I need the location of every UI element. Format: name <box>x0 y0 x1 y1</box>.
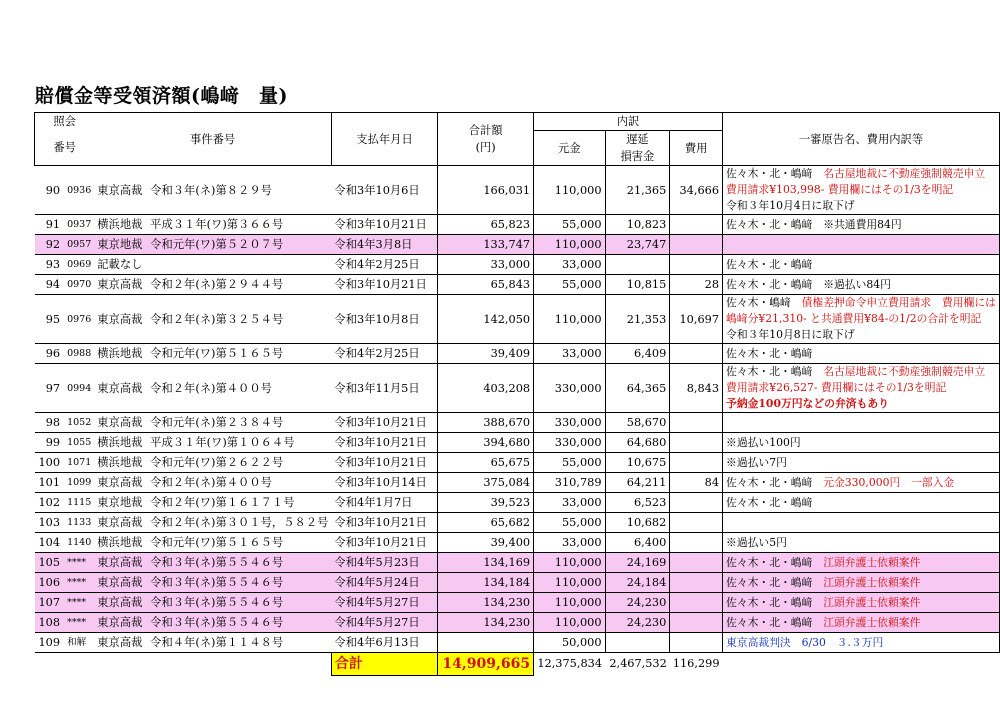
payment-date: 令和3年10月21日 <box>331 533 437 553</box>
payment-date: 令和4年2月25日 <box>331 255 437 275</box>
delay-damages: 10,675 <box>605 453 670 473</box>
header-case-number: 事件番号 <box>94 113 331 166</box>
principal-amount: 110,000 <box>534 553 605 573</box>
total-amount: 33,000 <box>438 255 534 275</box>
table-row <box>35 433 1000 453</box>
note-prefix: 佐々木・北・嶋﨑 <box>726 616 824 629</box>
case-number: 令和元年(ワ)第５２０７号 <box>147 235 331 255</box>
case-number: 令和４年(ネ)第１１４８号 <box>147 633 331 653</box>
fee-amount <box>670 573 723 593</box>
row-number: 99 <box>35 433 65 453</box>
note-line <box>726 553 996 572</box>
inquiry-code: 1055 <box>64 433 94 453</box>
court-name: 東京高裁 <box>94 473 147 493</box>
court-name: 横浜地裁 <box>94 533 147 553</box>
principal-amount: 110,000 <box>534 295 605 344</box>
inquiry-code: 1133 <box>64 513 94 533</box>
court-name: 横浜地裁 <box>94 215 147 235</box>
notes-cell <box>723 344 1000 364</box>
principal-amount: 55,000 <box>534 453 605 473</box>
row-number: 96 <box>35 344 65 364</box>
table-row <box>35 573 1000 593</box>
delay-damages: 6,523 <box>605 493 670 513</box>
fee-amount <box>670 215 723 235</box>
note-prefix: 佐々木・北・嶋﨑 <box>726 476 824 489</box>
note-line <box>726 593 996 612</box>
inquiry-code: **** <box>64 613 94 633</box>
principal-amount: 55,000 <box>534 513 605 533</box>
principal-amount: 110,000 <box>534 573 605 593</box>
notes-cell <box>723 633 1000 653</box>
total-amount: 134,184 <box>438 573 534 593</box>
case-number: 令和元年(ワ)第５１６５号 <box>147 533 331 553</box>
payment-date: 令和4年5月23日 <box>331 553 437 573</box>
total-amount: 134,230 <box>438 613 534 633</box>
compensation-table <box>34 112 1000 676</box>
inquiry-code: 0988 <box>64 344 94 364</box>
inquiry-code: **** <box>64 573 94 593</box>
principal-amount: 110,000 <box>534 613 605 633</box>
delay-damages: 10,682 <box>605 513 670 533</box>
court-name: 東京地裁 <box>94 235 147 255</box>
principal-amount: 110,000 <box>534 235 605 255</box>
note-text: 費用請求¥26,527- 費用欄にはその1/3を明記 <box>726 381 947 394</box>
note-line <box>726 295 996 311</box>
principal-amount: 55,000 <box>534 215 605 235</box>
fee-amount <box>670 235 723 255</box>
note-detail: 元金330,000円 一部入金 <box>823 476 955 489</box>
delay-damages: 6,400 <box>605 533 670 553</box>
note-text: 佐々木・北・嶋﨑 <box>726 258 813 271</box>
table-row <box>35 364 1000 413</box>
table-row <box>35 633 1000 653</box>
notes-cell <box>723 533 1000 553</box>
delay-damages: 10,815 <box>605 275 670 295</box>
notes-cell <box>723 255 1000 275</box>
row-number: 97 <box>35 364 65 413</box>
payment-date: 令和4年6月13日 <box>331 633 437 653</box>
payment-date: 令和3年10月8日 <box>331 295 437 344</box>
fee-amount <box>670 533 723 553</box>
notes-cell <box>723 364 1000 413</box>
row-number: 91 <box>35 215 65 235</box>
notes-cell <box>723 613 1000 633</box>
inquiry-code: 0976 <box>64 295 94 344</box>
payment-date: 令和4年2月25日 <box>331 344 437 364</box>
court-name: 東京高裁 <box>94 295 147 344</box>
total-amount: 142,050 <box>438 295 534 344</box>
notes-cell <box>723 593 1000 613</box>
note-line <box>726 327 996 343</box>
totals-grand: 14,909,665 <box>442 656 531 672</box>
payment-date: 令和4年5月27日 <box>331 613 437 633</box>
page-title: 賠償金等受領済額(嶋﨑 量) <box>35 85 288 107</box>
total-amount: 65,843 <box>438 275 534 295</box>
principal-amount: 55,000 <box>534 275 605 295</box>
inquiry-code: 1052 <box>64 413 94 433</box>
total-amount: 134,169 <box>438 553 534 573</box>
header-payment-date: 支払年月日 <box>331 113 437 166</box>
court-name: 東京高裁 <box>94 633 147 653</box>
inquiry-code: 1071 <box>64 453 94 473</box>
header-breakdown: 内訳 <box>534 113 723 131</box>
fee-amount <box>670 453 723 473</box>
inquiry-code: 和解 <box>64 633 94 653</box>
row-number: 105 <box>35 553 65 573</box>
principal-amount: 33,000 <box>534 344 605 364</box>
note-line <box>726 380 996 396</box>
case-number: 令和２年(ネ)第４００号 <box>147 364 331 413</box>
table-row <box>35 255 1000 275</box>
note-text: 東京高裁判決 6/30 ３.３万円 <box>726 636 884 649</box>
notes-cell <box>723 166 1000 215</box>
note-text: 佐々木・北・嶋﨑 ※共通費用84円 <box>726 218 902 231</box>
delay-damages: 24,169 <box>605 553 670 573</box>
delay-damages <box>605 255 670 275</box>
notes-cell <box>723 513 1000 533</box>
principal-amount: 110,000 <box>534 593 605 613</box>
note-line <box>726 166 996 182</box>
note-line <box>726 364 996 380</box>
table-row <box>35 593 1000 613</box>
fee-amount <box>670 613 723 633</box>
total-amount: 166,031 <box>438 166 534 215</box>
case-number: 令和２年(ネ)第２９４４号 <box>147 275 331 295</box>
inquiry-code: 1115 <box>64 493 94 513</box>
header-principal: 元金 <box>534 131 605 166</box>
notes-cell <box>723 553 1000 573</box>
row-number: 104 <box>35 533 65 553</box>
row-number: 106 <box>35 573 65 593</box>
header-row-1 <box>35 113 1000 131</box>
principal-amount: 33,000 <box>534 533 605 553</box>
header-delay-2: 損害金 <box>605 148 670 166</box>
total-amount: 403,208 <box>438 364 534 413</box>
totals-cell <box>438 653 534 676</box>
note-text: ※過払い100円 <box>726 436 801 449</box>
row-number: 109 <box>35 633 65 653</box>
inquiry-code: 1140 <box>64 533 94 553</box>
inquiry-code: 0957 <box>64 235 94 255</box>
total-amount: 39,400 <box>438 533 534 553</box>
delay-damages: 6,409 <box>605 344 670 364</box>
row-number: 102 <box>35 493 65 513</box>
court-name: 横浜地裁 <box>94 433 147 453</box>
fee-amount: 28 <box>670 275 723 295</box>
inquiry-code: 0969 <box>64 255 94 275</box>
row-number: 100 <box>35 453 65 473</box>
notes-cell <box>723 453 1000 473</box>
court-name: 東京高裁 <box>94 513 147 533</box>
fee-amount <box>670 413 723 433</box>
court-name: 横浜地裁 <box>94 453 147 473</box>
note-line <box>726 215 996 234</box>
note-line <box>726 613 996 632</box>
court-name: 東京高裁 <box>94 573 147 593</box>
total-amount: 65,675 <box>438 453 534 473</box>
totals-label: 合計 <box>331 653 437 676</box>
delay-damages: 21,353 <box>605 295 670 344</box>
payment-date: 令和4年5月27日 <box>331 593 437 613</box>
note-line <box>726 453 996 472</box>
note-text: 令和３年10月8日に取下げ <box>726 328 855 341</box>
totals-row <box>35 653 1000 676</box>
table-row <box>35 533 1000 553</box>
court-name: 東京高裁 <box>94 413 147 433</box>
case-number: 令和３年(ネ)第５５４６号 <box>147 613 331 633</box>
note-detail: 江頭弁護士依頼案件 <box>823 596 921 609</box>
court-name: 東京高裁 <box>94 593 147 613</box>
payment-date: 令和3年10月21日 <box>331 453 437 473</box>
header-shoukai: 照会 <box>35 113 95 131</box>
principal-amount: 330,000 <box>534 364 605 413</box>
note-line <box>726 344 996 363</box>
total-amount: 39,523 <box>438 493 534 513</box>
principal-amount: 33,000 <box>534 255 605 275</box>
note-detail: 名古屋地裁に不動産強制競売申立 <box>823 365 986 378</box>
inquiry-code: 0937 <box>64 215 94 235</box>
note-text: 佐々木・北・嶋﨑 <box>726 496 813 509</box>
table-row <box>35 275 1000 295</box>
total-amount: 394,680 <box>438 433 534 453</box>
notes-cell <box>723 433 1000 453</box>
case-number: 平成３１年(ワ)第３６６号 <box>147 215 331 235</box>
table-row <box>35 215 1000 235</box>
note-line <box>726 396 996 412</box>
row-number: 98 <box>35 413 65 433</box>
header-fee: 費用 <box>670 131 723 166</box>
table-row <box>35 344 1000 364</box>
principal-amount: 50,000 <box>534 633 605 653</box>
note-prefix: 佐々木・嶋﨑 <box>726 296 802 309</box>
note-line <box>726 275 996 294</box>
court-name: 東京高裁 <box>94 166 147 215</box>
table-row <box>35 413 1000 433</box>
row-number: 103 <box>35 513 65 533</box>
row-number: 92 <box>35 235 65 255</box>
row-number: 101 <box>35 473 65 493</box>
note-prefix: 佐々木・北・嶋﨑 <box>726 556 824 569</box>
court-name: 横浜地裁 <box>94 344 147 364</box>
payment-date: 令和4年5月24日 <box>331 573 437 593</box>
payment-date: 令和4年3月8日 <box>331 235 437 255</box>
table-row <box>35 513 1000 533</box>
fee-amount <box>670 513 723 533</box>
principal-amount: 110,000 <box>534 166 605 215</box>
row-number: 90 <box>35 166 65 215</box>
case-number: 令和元年(ワ)第２６２２号 <box>147 453 331 473</box>
payment-date: 令和3年10月21日 <box>331 433 437 453</box>
header-total-label: 合計額 <box>468 124 503 137</box>
case-number: 令和３年(ネ)第５５４６号 <box>147 593 331 613</box>
inquiry-code: 0994 <box>64 364 94 413</box>
inquiry-code: **** <box>64 593 94 613</box>
table-row <box>35 493 1000 513</box>
court-name: 東京高裁 <box>94 275 147 295</box>
table-row <box>35 553 1000 573</box>
inquiry-code: 0970 <box>64 275 94 295</box>
case-number: 平成３１年(ワ)第１０６４号 <box>147 433 331 453</box>
payment-date: 令和3年10月14日 <box>331 473 437 493</box>
note-prefix: 佐々木・北・嶋﨑 <box>726 167 824 180</box>
fee-amount <box>670 633 723 653</box>
delay-damages: 21,365 <box>605 166 670 215</box>
note-text: ※過払い5円 <box>726 536 787 549</box>
note-line <box>726 573 996 592</box>
note-line <box>726 433 996 452</box>
note-detail: 名古屋地裁に不動産強制競売申立 <box>823 167 986 180</box>
payment-date: 令和3年10月21日 <box>331 413 437 433</box>
table-row <box>35 613 1000 633</box>
row-number: 108 <box>35 613 65 633</box>
fee-amount: 84 <box>670 473 723 493</box>
fee-amount: 34,666 <box>670 166 723 215</box>
row-number: 95 <box>35 295 65 344</box>
note-text: 佐々木・北・嶋﨑 ※過払い84円 <box>726 278 891 291</box>
case-number: 令和元年(ワ)第５１６５号 <box>147 344 331 364</box>
fee-amount <box>670 593 723 613</box>
table-row <box>35 295 1000 344</box>
note-text: 令和３年10月4日に取下げ <box>726 199 855 212</box>
total-amount: 65,823 <box>438 215 534 235</box>
header-total <box>438 113 534 166</box>
notes-cell <box>723 295 1000 344</box>
note-detail: 江頭弁護士依頼案件 <box>823 576 921 589</box>
delay-damages: 64,365 <box>605 364 670 413</box>
note-line <box>726 198 996 214</box>
payment-date: 令和3年10月21日 <box>331 513 437 533</box>
delay-damages: 64,211 <box>605 473 670 493</box>
delay-damages: 10,823 <box>605 215 670 235</box>
note-text: 佐々木・北・嶋﨑 <box>726 347 813 360</box>
payment-date: 令和4年1月7日 <box>331 493 437 513</box>
payment-date: 令和3年10月21日 <box>331 215 437 235</box>
delay-damages <box>605 633 670 653</box>
delay-damages: 64,680 <box>605 433 670 453</box>
total-amount: 375,084 <box>438 473 534 493</box>
fee-amount <box>670 255 723 275</box>
header-bangou: 番号 <box>35 131 95 166</box>
note-prefix: 佐々木・北・嶋﨑 <box>726 365 824 378</box>
header-total-unit: (円) <box>475 141 496 154</box>
principal-amount: 33,000 <box>534 493 605 513</box>
note-line <box>726 182 996 198</box>
case-number <box>147 255 331 275</box>
totals-spacer <box>35 653 332 676</box>
principal-amount: 330,000 <box>534 433 605 453</box>
table-row <box>35 473 1000 493</box>
case-number: 令和元年(ネ)第２３８４号 <box>147 413 331 433</box>
fee-amount <box>670 493 723 513</box>
note-detail: 江頭弁護士依頼案件 <box>823 616 921 629</box>
total-amount: 388,670 <box>438 413 534 433</box>
row-number: 94 <box>35 275 65 295</box>
table-row <box>35 235 1000 255</box>
note-text: 嶋﨑分¥21,310- と共通費用¥84-の1/2の合計を明記 <box>726 312 982 325</box>
court-name: 東京高裁 <box>94 364 147 413</box>
notes-cell <box>723 215 1000 235</box>
case-number: 令和３年(ネ)第８２９号 <box>147 166 331 215</box>
note-text: 予納金100万円などの弁済もあり <box>726 397 889 410</box>
total-amount <box>438 633 534 653</box>
row-number: 93 <box>35 255 65 275</box>
case-number: 令和２年(ネ)第４００号 <box>147 473 331 493</box>
totals-principal: 12,375,834 <box>537 657 603 671</box>
totals-delay: 2,467,532 <box>609 657 667 671</box>
note-prefix: 佐々木・北・嶋﨑 <box>726 576 824 589</box>
total-amount: 134,230 <box>438 593 534 613</box>
notes-cell <box>723 413 1000 433</box>
total-amount: 133,747 <box>438 235 534 255</box>
case-number: 令和３年(ネ)第５５４６号 <box>147 553 331 573</box>
delay-damages: 24,184 <box>605 573 670 593</box>
principal-amount: 310,789 <box>534 473 605 493</box>
inquiry-code: 0936 <box>64 166 94 215</box>
case-number: 令和２年(ネ)第３０１号，５８２号 <box>147 513 331 533</box>
note-line <box>726 533 996 552</box>
note-text: 費用請求¥103,998- 費用欄にはその1/3を明記 <box>726 183 954 196</box>
inquiry-code: 1099 <box>64 473 94 493</box>
header-notes: 一審原告名、費用内訳等 <box>723 113 1000 166</box>
notes-cell <box>723 473 1000 493</box>
header-delay-1: 遅延 <box>605 131 670 149</box>
inquiry-code: **** <box>64 553 94 573</box>
note-line <box>726 255 996 274</box>
note-detail: 債権差押命令申立費用請求 費用欄には <box>801 296 996 309</box>
case-number: 令和３年(ネ)第５５４６号 <box>147 573 331 593</box>
note-line <box>726 311 996 327</box>
note-text: ※過払い7円 <box>726 456 787 469</box>
total-amount: 65,682 <box>438 513 534 533</box>
totals-fee: 116,299 <box>672 657 720 671</box>
fee-amount: 8,843 <box>670 364 723 413</box>
case-number: 令和２年(ネ)第３２５４号 <box>147 295 331 344</box>
delay-damages: 24,230 <box>605 613 670 633</box>
delay-damages: 23,747 <box>605 235 670 255</box>
court-name: 記載なし <box>94 255 147 275</box>
court-name: 東京地裁 <box>94 493 147 513</box>
delay-damages: 24,230 <box>605 593 670 613</box>
delay-damages: 58,670 <box>605 413 670 433</box>
note-line <box>726 493 996 512</box>
table-row <box>35 166 1000 215</box>
case-number: 令和２年(ワ)第１６１７１号 <box>147 493 331 513</box>
payment-date: 令和3年11月5日 <box>331 364 437 413</box>
principal-amount: 330,000 <box>534 413 605 433</box>
notes-cell <box>723 275 1000 295</box>
court-name: 東京高裁 <box>94 553 147 573</box>
row-number: 107 <box>35 593 65 613</box>
note-line <box>726 633 996 652</box>
fee-amount <box>670 553 723 573</box>
notes-cell <box>723 235 1000 255</box>
note-prefix: 佐々木・北・嶋﨑 <box>726 596 824 609</box>
note-line <box>726 473 996 492</box>
notes-cell <box>723 493 1000 513</box>
payment-date: 令和3年10月21日 <box>331 275 437 295</box>
court-name: 東京高裁 <box>94 613 147 633</box>
total-amount: 39,409 <box>438 344 534 364</box>
fee-amount <box>670 433 723 453</box>
table-row <box>35 453 1000 473</box>
notes-cell <box>723 573 1000 593</box>
totals-notes-spacer <box>723 653 1000 676</box>
fee-amount <box>670 344 723 364</box>
fee-amount: 10,697 <box>670 295 723 344</box>
note-detail: 江頭弁護士依頼案件 <box>823 556 921 569</box>
payment-date: 令和3年10月6日 <box>331 166 437 215</box>
